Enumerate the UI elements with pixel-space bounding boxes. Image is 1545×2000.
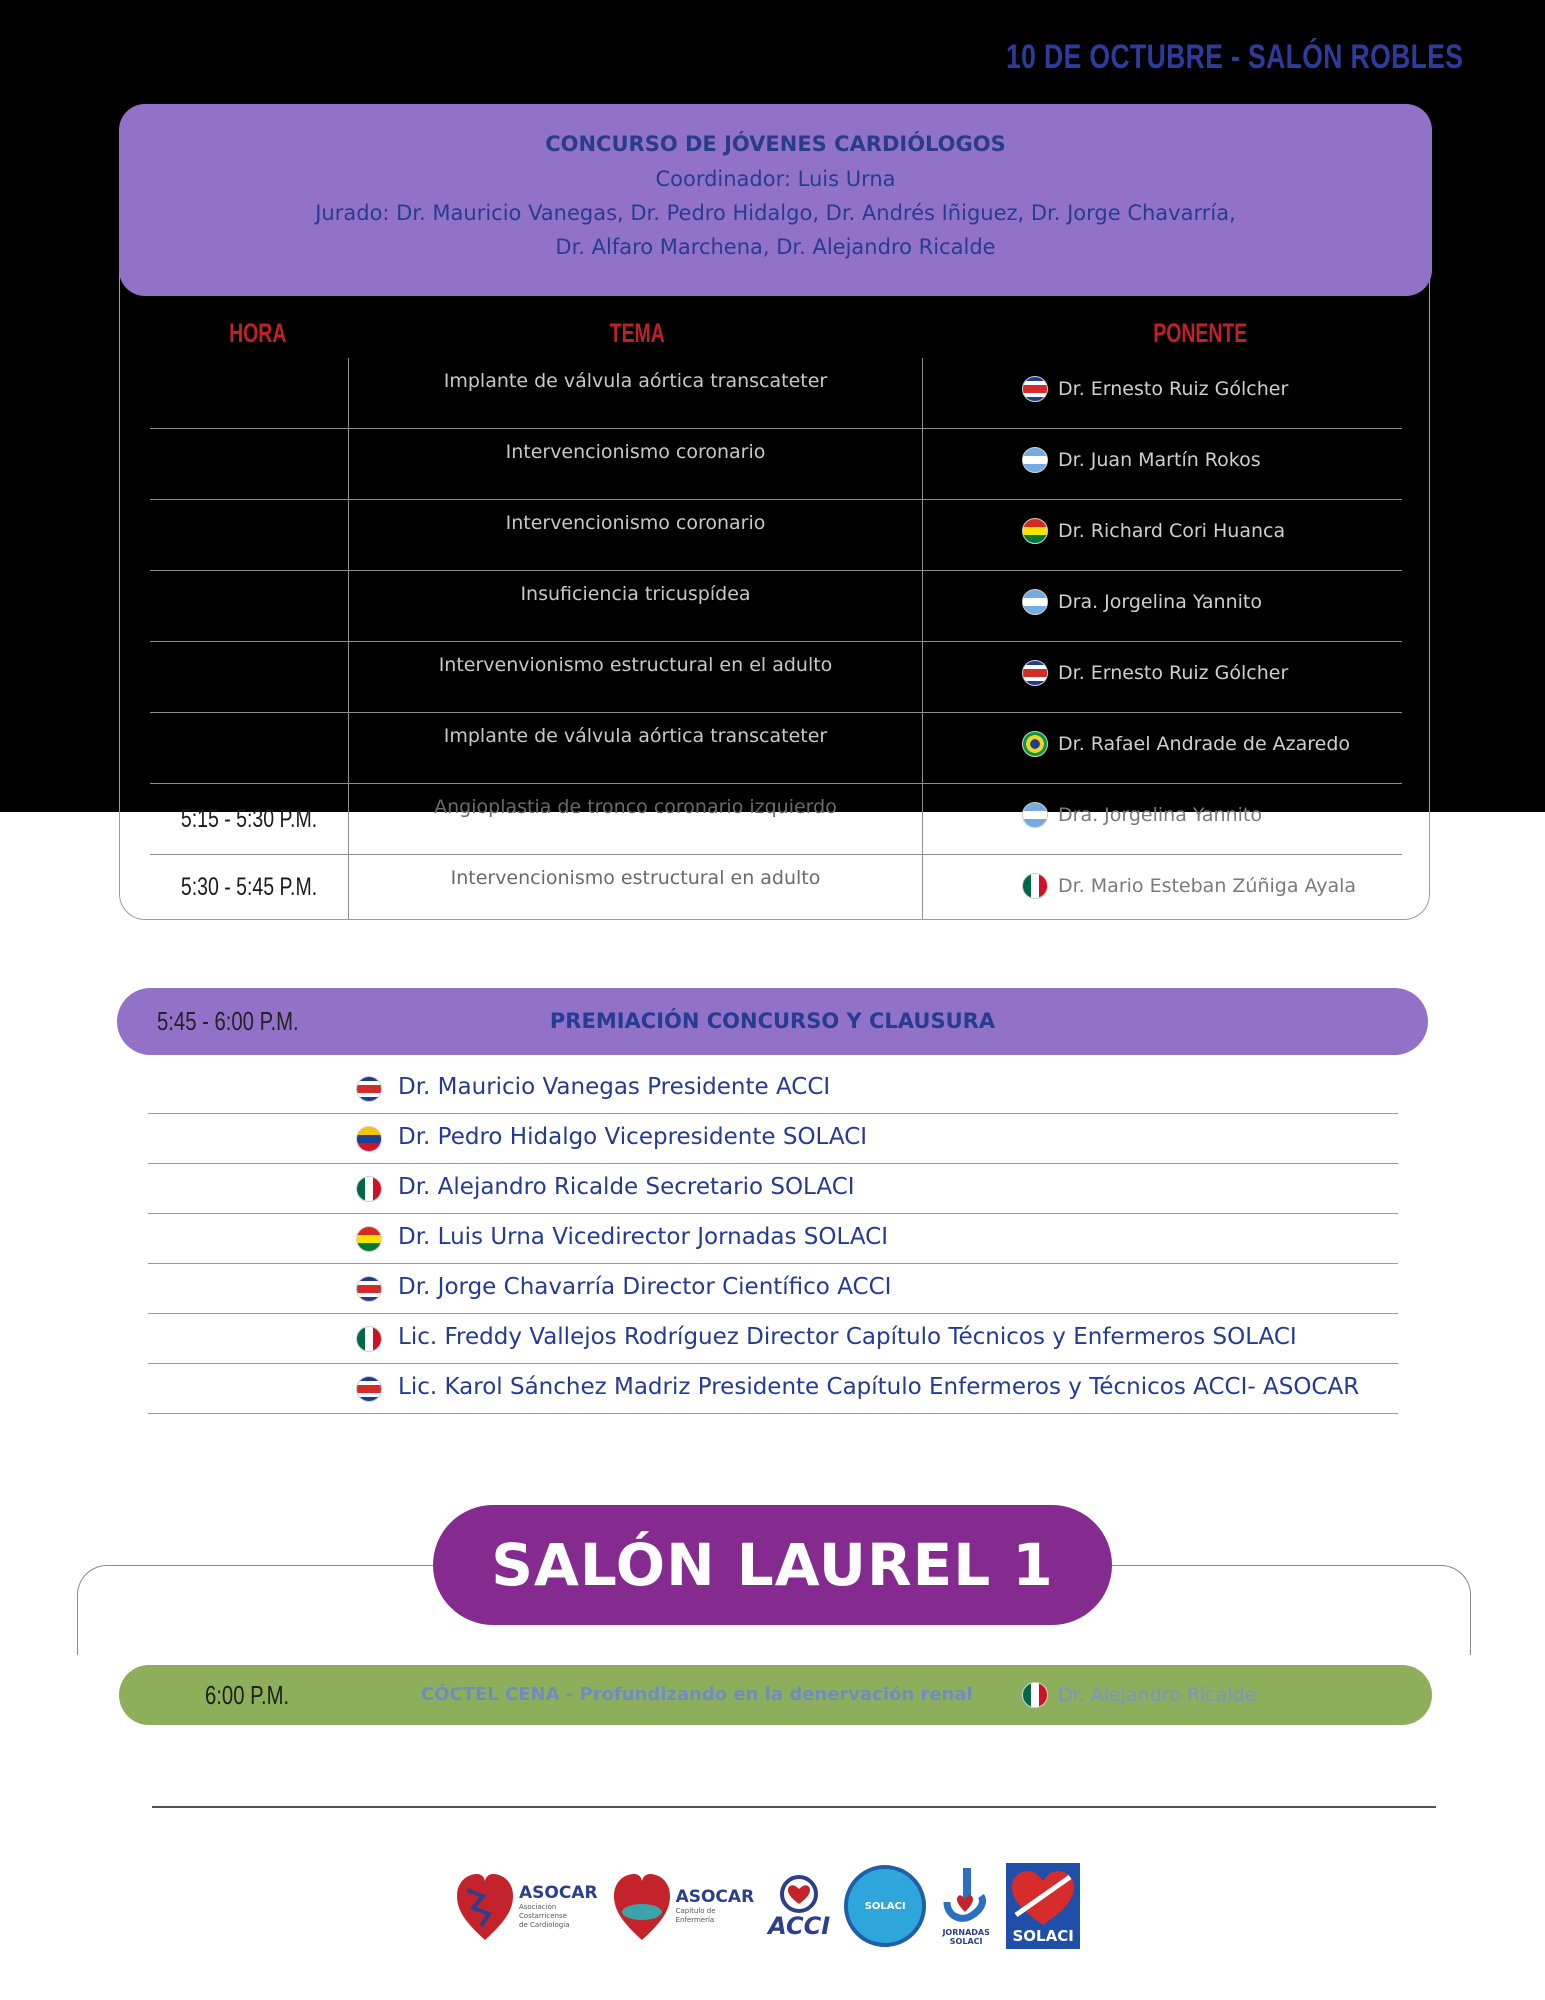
row-time [172,713,326,783]
costa-rica-flag-icon [1022,376,1048,402]
row-speaker [1022,447,1261,473]
column-header-tema: TEMA [609,318,665,348]
date-room-title: 10 DE OCTUBRE - SALÓN ROBLES [1005,38,1463,76]
mexico-flag-icon [356,1326,382,1352]
list-item [148,1114,1398,1164]
asocar-text: ASOCAR [519,1882,598,1903]
sponsor-logos [455,1858,1085,1954]
cocktail-speaker [1022,1682,1256,1708]
row-speaker [1022,376,1288,402]
speaker-name: Dr. Richard Cori Huanca [1058,520,1286,542]
closing-session-bar [117,988,1428,1055]
argentina-flag-icon [1022,802,1048,828]
table-row [150,358,1402,429]
venezuela-flag-icon [356,1126,382,1152]
argentina-flag-icon [1022,447,1048,473]
speaker-name: Dr. Rafael Andrade de Azaredo [1058,733,1351,755]
jornadas-solaci-logo [940,1866,992,1946]
row-speaker [1022,660,1288,686]
asocar-text: ASOCAR [675,1887,755,1907]
list-item [148,1214,1398,1264]
jury-line-1: Jurado: Dr. Mauricio Vanegas, Dr. Pedro Hidalgo, Dr. Andrés Iñiguez, Dr. Jorge Chavarría, [315,201,1236,225]
closing-title: PREMIACIÓN CONCURSO Y CLAUSURA [549,1009,996,1033]
solaci-text: SOLACI [1012,1927,1074,1945]
asocar-subtext: Asociación Costarricense de Cardiología [519,1902,570,1929]
table-row [150,571,1402,642]
table-row [150,642,1402,713]
award-person: Lic. Freddy Vallejos Rodríguez Director Capítulo Técnicos y Enfermeros SOLACI [398,1324,1297,1350]
row-topic: Implante de válvula aórtica transcateter [348,713,923,783]
row-topic: Intervencionismo coronario [348,500,923,570]
acci-text: ACCI [768,1912,831,1940]
speaker-name: Dra. Jorgelina Yannito [1058,591,1262,613]
bolivia-flag-icon [356,1226,382,1252]
list-item [148,1314,1398,1364]
table-row [150,500,1402,571]
list-item [148,1064,1398,1114]
heart-lamp-icon [612,1866,672,1946]
row-speaker [1022,802,1262,828]
solaci-heart-icon [1006,1867,1080,1929]
list-item [148,1164,1398,1214]
mexico-flag-icon [1022,1682,1048,1708]
costa-rica-flag-icon [1022,660,1048,686]
bolivia-flag-icon [1022,518,1048,544]
speaker-name: Dr. Ernesto Ruiz Gólcher [1058,378,1289,400]
costa-rica-flag-icon [356,1276,382,1302]
closing-time: 5:45 - 6:00 P.M. [157,1006,299,1036]
solaci-technicians-logo [844,1865,926,1947]
solaci-badge-text: SOLACI [864,1900,906,1912]
award-person: Lic. Karol Sánchez Madriz Presidente Capítulo Enfermeros y Técnicos ACCI- ASOCAR [398,1374,1360,1400]
mexico-flag-icon [356,1176,382,1202]
list-item [148,1264,1398,1314]
table-row [150,855,1402,919]
mexico-flag-icon [1022,873,1048,899]
row-time [172,571,326,641]
row-time [172,358,326,428]
jury-line-2: Dr. Alfaro Marchena, Dr. Alejandro Ricalde [555,235,996,259]
circle-heart-icon [774,1874,824,1914]
row-topic: Intervenvionismo estructural en el adulto [348,642,923,712]
argentina-flag-icon [1022,589,1048,615]
row-time: 5:30 - 5:45 P.M. [180,873,318,901]
solaci-logo [1006,1863,1080,1949]
cocktail-title: CÓCTEL CENA - Profundizando en la denervación renal [421,1684,973,1705]
list-item [148,1364,1398,1414]
costa-rica-flag-icon [356,1376,382,1402]
row-time [172,429,326,499]
award-person: Dr. Alejandro Ricalde Secretario SOLACI [398,1174,855,1200]
asocar-nursing-logo [612,1866,755,1946]
row-speaker [1022,589,1262,615]
column-header-ponente: PONENTE [1153,318,1248,348]
asocar-subtext: Capítulo de Enfermería [675,1907,716,1924]
speaker-name: Dr. Ernesto Ruiz Gólcher [1058,662,1289,684]
brazil-flag-icon [1022,731,1048,757]
row-topic: Angioplastia de tronco coronario izquierdo [348,784,923,854]
award-person: Dr. Mauricio Vanegas Presidente ACCI [398,1074,831,1100]
row-time: 5:15 - 5:30 P.M. [180,805,318,833]
jornadas-mark-icon [941,1866,991,1926]
row-speaker [1022,518,1285,544]
acci-logo [768,1874,830,1938]
row-topic: Intervencionismo estructural en adulto [348,855,923,919]
row-time [172,642,326,712]
jornadas-text: JORNADAS SOLACI [942,1928,990,1946]
row-speaker [1022,873,1356,899]
cocktail-event-bar [119,1665,1432,1725]
session-header-card [119,104,1432,296]
heart-icon [455,1866,515,1946]
table-row [150,784,1402,855]
cocktail-time: 6:00 P.M. [205,1680,290,1710]
table-row [150,429,1402,500]
award-person: Dr. Pedro Hidalgo Vicepresidente SOLACI [398,1124,868,1150]
footer-divider [152,1806,1436,1808]
row-speaker [1022,731,1350,757]
costa-rica-flag-icon [356,1076,382,1102]
speaker-name: Dr. Mario Esteban Zúñiga Ayala [1058,875,1357,897]
speaker-name: Dra. Jorgelina Yannito [1058,804,1262,826]
row-topic: Intervencionismo coronario [348,429,923,499]
asocar-logo [455,1866,598,1946]
coordinator-line: Coordinador: Luis Urna [655,167,896,191]
award-person: Dr. Jorge Chavarría Director Científico ACCI [398,1274,892,1300]
room-title-laurel: SALÓN LAUREL 1 [433,1505,1112,1625]
row-time [172,500,326,570]
speaker-name: Dr. Alejandro Ricalde [1058,1684,1257,1706]
row-topic: Insuficiencia tricuspídea [348,571,923,641]
session-title: CONCURSO DE JÓVENES CARDIÓLOGOS [545,132,1006,156]
speaker-name: Dr. Juan Martín Rokos [1058,449,1261,471]
table-row [150,713,1402,784]
row-topic: Implante de válvula aórtica transcateter [348,358,923,428]
award-person: Dr. Luis Urna Vicedirector Jornadas SOLACI [398,1224,889,1250]
column-header-hora: HORA [229,318,287,348]
